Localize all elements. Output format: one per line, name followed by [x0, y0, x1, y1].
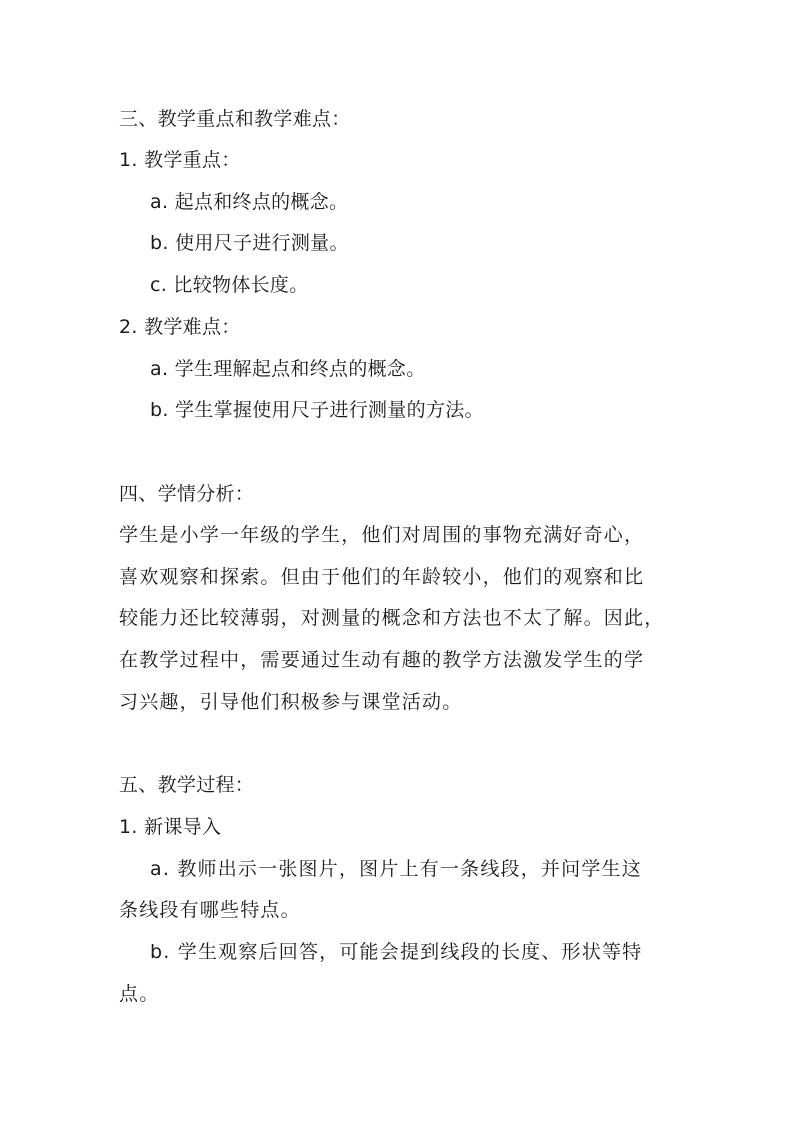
paragraph-line: 点。 — [119, 983, 160, 1005]
list-item: b. 学生掌握使用尺子进行测量的方法。 — [150, 399, 484, 421]
section-heading-student-analysis: 四、学情分析： — [119, 483, 255, 505]
paragraph-line: a. 教师出示一张图片，图片上有一条线段，并问学生这 — [150, 858, 642, 880]
paragraph-line: 学生是小学一年级的学生，他们对周围的事物充满好奇心， — [119, 524, 645, 546]
paragraph-line: 条线段有哪些特点。 — [119, 899, 301, 921]
list-item: c. 比较物体长度。 — [150, 274, 309, 296]
list-item: a. 起点和终点的概念。 — [150, 191, 349, 213]
paragraph-line: 习兴趣，引导他们积极参与课堂活动。 — [119, 691, 463, 713]
paragraph-line: 喜欢观察和探索。但由于他们的年龄较小，他们的观察和比 — [119, 566, 645, 588]
subheading-key-points: 1. 教学重点： — [119, 149, 241, 171]
paragraph-line: b. 学生观察后回答，可能会提到线段的长度、形状等特 — [150, 941, 643, 963]
subheading-lesson-intro: 1. 新课导入 — [119, 816, 222, 838]
paragraph-line: 较能力还比较薄弱，对测量的概念和方法也不太了解。因此， — [119, 607, 665, 629]
paragraph-line: 在教学过程中，需要通过生动有趣的教学方法激发学生的学 — [119, 649, 645, 671]
section-heading-teaching-process: 五、教学过程： — [119, 774, 255, 796]
list-item: a. 学生理解起点和终点的概念。 — [150, 358, 426, 380]
section-heading-key-points: 三、教学重点和教学难点： — [119, 108, 351, 130]
subheading-difficulties: 2. 教学难点： — [119, 316, 241, 338]
list-item: b. 使用尺子进行测量。 — [150, 232, 349, 254]
